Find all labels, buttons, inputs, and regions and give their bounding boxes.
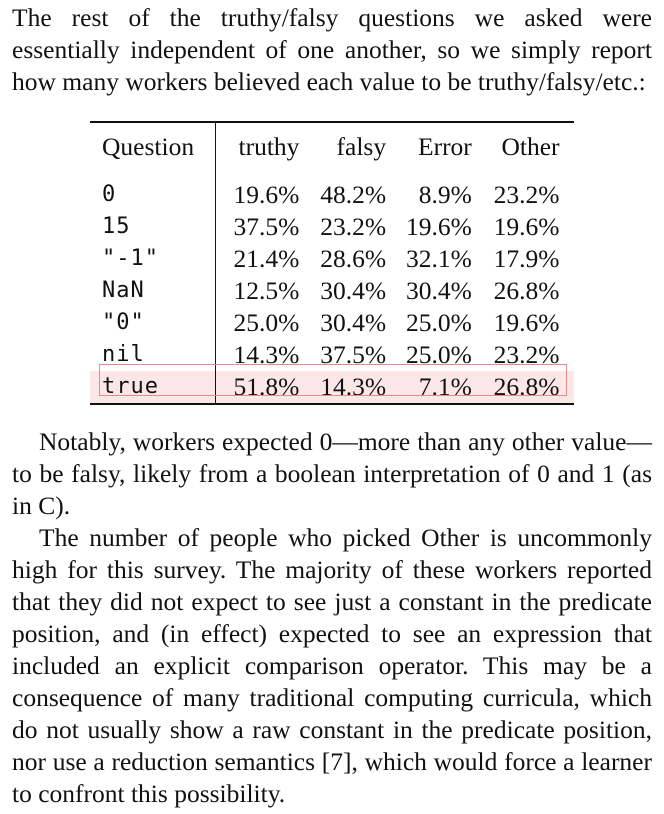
row-falsy: 14.3% [299,371,386,403]
row-falsy: 23.2% [320,212,387,241]
paragraph-notably: Notably, workers expected 0—more than any other value—to be falsy, likely from a boolean interpretation of 0 and 1 (as in C). [12,427,652,520]
row-truthy: 25.0% [233,308,300,337]
table-row [90,307,574,339]
row-question: NaN [90,275,215,307]
row-truthy: 37.5% [233,212,300,241]
header-error: Error [418,132,472,161]
row-truthy: 51.8% [215,371,299,403]
table-bottom-rule [90,403,574,405]
row-error: 8.9% [418,180,472,209]
row-falsy: 48.2% [320,180,387,209]
row-other: 19.6% [493,308,560,337]
table-row [90,275,574,307]
row-other: 26.8% [472,371,574,403]
row-question: nil [90,339,215,371]
row-question: 15 [90,211,215,243]
row-error: 7.1% [386,371,472,403]
row-question: "-1" [90,243,215,275]
row-truthy: 14.3% [233,340,300,369]
row-question: "0" [90,307,215,339]
row-error: 30.4% [405,276,472,305]
row-truthy: 12.5% [233,276,300,305]
row-other: 23.2% [493,180,560,209]
row-error: 19.6% [405,212,472,241]
table-row [90,339,574,371]
paragraph-other: The number of people who picked Other is uncommonly high for this survey. The majority of these workers reported that they did not expect to see just a constant in the predicate position, and (in effect) expected to see an expression that included an explicit comparison operator. This may be a consequence of many traditional computing curricula, which do not usually show a raw constant in the predicate position, nor use a reduction semantics [7], which would force a learner to confront this possibility. [12,523,652,808]
header-question: Question [90,123,215,171]
row-falsy: 30.4% [320,308,387,337]
row-truthy: 21.4% [233,244,300,273]
row-falsy: 28.6% [320,244,387,273]
table-row [90,171,574,211]
table-row [90,243,574,275]
row-falsy: 37.5% [320,340,387,369]
row-other: 26.8% [493,276,560,305]
table-header-row [90,123,574,171]
intro-paragraph: The rest of the truthy/falsy questions we asked were essentially independent of one another, so we simply report how many workers believed each value to be truthy/falsy/etc.: [12,3,652,96]
row-error: 25.0% [405,308,472,337]
row-truthy: 19.6% [233,180,300,209]
row-question: 0 [90,171,215,211]
row-falsy: 30.4% [320,276,387,305]
header-truthy: truthy [238,132,300,161]
row-error: 25.0% [405,340,472,369]
header-falsy: falsy [336,132,387,161]
row-other: 23.2% [493,340,560,369]
results-table [90,121,574,405]
row-other: 19.6% [493,212,560,241]
row-error: 32.1% [405,244,472,273]
row-other: 17.9% [493,244,560,273]
row-question: true [90,371,215,403]
header-other: Other [501,132,560,161]
table-row-highlighted [90,371,574,403]
table-row [90,211,574,243]
